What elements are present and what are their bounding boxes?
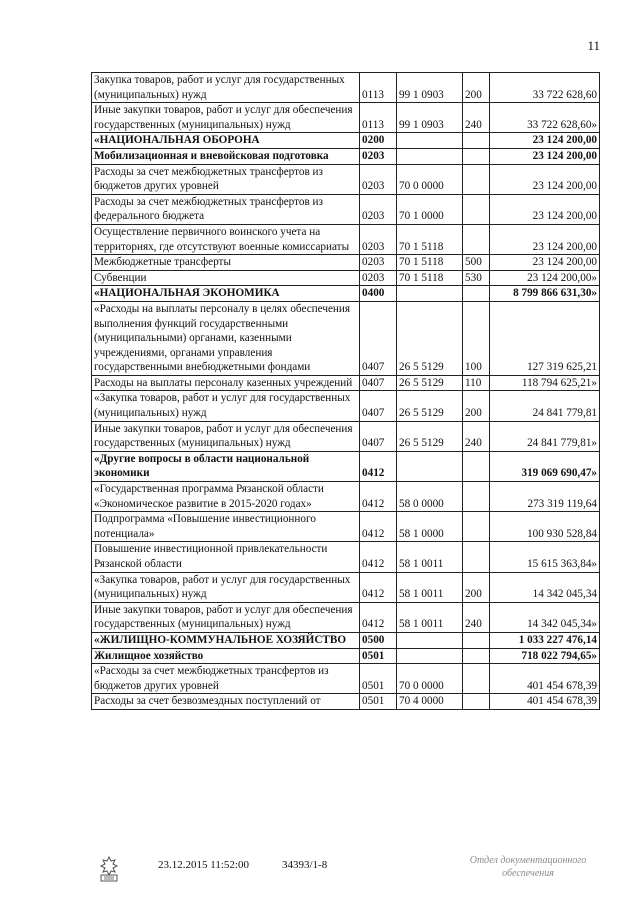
row-section-code-cell: 0412 — [360, 451, 397, 481]
row-expense-type-cell: 100 — [463, 301, 490, 375]
row-expense-type-cell — [463, 164, 490, 194]
row-name-cell: Межбюджетные трансферты — [92, 255, 360, 271]
row-name-cell: Расходы на выплаты персоналу казенных учреждений — [92, 375, 360, 391]
row-amount-cell: 33 722 628,60 — [490, 73, 600, 103]
table-row — [92, 270, 600, 286]
row-expense-type-cell: 240 — [463, 421, 490, 451]
row-name-cell: «Государственная программа Рязанской области «Экономическое развитие в 2015-2020 годах» — [92, 482, 360, 512]
row-expense-type-cell: 240 — [463, 103, 490, 133]
table-row — [92, 133, 600, 149]
row-target-article-cell — [397, 648, 463, 664]
row-name-cell: Расходы за счет межбюджетных трансфертов из федерального бюджета — [92, 194, 360, 224]
row-name-cell: Подпрограмма «Повышение инвестиционного потенциала» — [92, 512, 360, 542]
table-row — [92, 421, 600, 451]
row-name-cell: «Закупка товаров, работ и услуг для государственных (муниципальных) нужд — [92, 391, 360, 421]
row-section-code-cell: 0113 — [360, 73, 397, 103]
footer-doc-number: 34393/1-8 — [282, 859, 328, 871]
row-expense-type-cell — [463, 694, 490, 710]
row-expense-type-cell — [463, 286, 490, 302]
table-row — [92, 103, 600, 133]
row-expense-type-cell: 200 — [463, 572, 490, 602]
table-row — [92, 694, 600, 710]
row-name-cell: Осуществление первичного воинского учета на территориях, где отсутствуют военные комиссариаты — [92, 224, 360, 254]
row-target-article-cell: 26 5 5129 — [397, 375, 463, 391]
row-amount-cell: 23 124 200,00 — [490, 164, 600, 194]
row-section-code-cell: 0501 — [360, 694, 397, 710]
row-target-article-cell — [397, 632, 463, 648]
row-section-code-cell: 0412 — [360, 542, 397, 572]
row-section-code-cell: 0203 — [360, 164, 397, 194]
page-number: 11 — [587, 38, 600, 53]
row-target-article-cell — [397, 451, 463, 481]
table-row — [92, 391, 600, 421]
row-target-article-cell: 70 1 5118 — [397, 270, 463, 286]
row-section-code-cell: 0501 — [360, 648, 397, 664]
row-name-cell: «Закупка товаров, работ и услуг для государственных (муниципальных) нужд — [92, 572, 360, 602]
row-amount-cell: 100 930 528,84 — [490, 512, 600, 542]
row-amount-cell: 401 454 678,39 — [490, 694, 600, 710]
row-section-code-cell: 0407 — [360, 421, 397, 451]
row-amount-cell: 118 794 625,21» — [490, 375, 600, 391]
row-name-cell: «Расходы за счет межбюджетных трансфертов из бюджетов других уровней — [92, 664, 360, 694]
row-name-cell: Повышение инвестиционной привлекательности Рязанской области — [92, 542, 360, 572]
row-expense-type-cell — [463, 224, 490, 254]
row-section-code-cell: 0407 — [360, 301, 397, 375]
row-section-code-cell: 0412 — [360, 512, 397, 542]
row-amount-cell: 8 799 866 631,30» — [490, 286, 600, 302]
row-amount-cell: 127 319 625,21 — [490, 301, 600, 375]
table-row — [92, 148, 600, 164]
table-row — [92, 164, 600, 194]
row-expense-type-cell — [463, 148, 490, 164]
table-row — [92, 451, 600, 481]
row-amount-cell: 23 124 200,00 — [490, 255, 600, 271]
row-name-cell: Иные закупки товаров, работ и услуг для обеспечения государственных (муниципальных) нужд — [92, 602, 360, 632]
row-amount-cell: 718 022 794,65» — [490, 648, 600, 664]
table-row — [92, 542, 600, 572]
row-name-cell: «Расходы на выплаты персоналу в целях обеспечения выполнения функций государственными (муниципальными) органами, казенными учреждениями, органами управления государственными внебюджетными фондами — [92, 301, 360, 375]
table-row — [92, 664, 600, 694]
row-section-code-cell: 0501 — [360, 664, 397, 694]
row-section-code-cell: 0203 — [360, 194, 397, 224]
row-section-code-cell: 0407 — [360, 391, 397, 421]
row-expense-type-cell: 200 — [463, 391, 490, 421]
row-section-code-cell: 0400 — [360, 286, 397, 302]
row-target-article-cell: 58 1 0011 — [397, 542, 463, 572]
table-row — [92, 632, 600, 648]
row-section-code-cell: 0203 — [360, 148, 397, 164]
row-name-cell: «НАЦИОНАЛЬНАЯ ОБОРОНА — [92, 133, 360, 149]
row-expense-type-cell — [463, 194, 490, 224]
row-expense-type-cell — [463, 542, 490, 572]
row-expense-type-cell — [463, 664, 490, 694]
row-amount-cell: 23 124 200,00 — [490, 194, 600, 224]
row-name-cell: «НАЦИОНАЛЬНАЯ ЭКОНОМИКА — [92, 286, 360, 302]
row-expense-type-cell — [463, 451, 490, 481]
row-amount-cell: 1 033 227 476,14 — [490, 632, 600, 648]
row-expense-type-cell: 530 — [463, 270, 490, 286]
page-footer — [0, 852, 640, 892]
budget-table — [91, 72, 600, 710]
row-section-code-cell: 0407 — [360, 375, 397, 391]
row-amount-cell: 24 841 779,81» — [490, 421, 600, 451]
row-amount-cell: 319 069 690,47» — [490, 451, 600, 481]
table-row — [92, 255, 600, 271]
row-expense-type-cell — [463, 133, 490, 149]
coat-of-arms-icon — [96, 855, 122, 883]
table-row — [92, 602, 600, 632]
row-target-article-cell: 58 0 0000 — [397, 482, 463, 512]
row-amount-cell: 33 722 628,60» — [490, 103, 600, 133]
row-name-cell: Расходы за счет межбюджетных трансфертов из бюджетов других уровней — [92, 164, 360, 194]
row-amount-cell: 401 454 678,39 — [490, 664, 600, 694]
row-section-code-cell: 0412 — [360, 572, 397, 602]
row-name-cell: «Другие вопросы в области национальной экономики — [92, 451, 360, 481]
row-expense-type-cell — [463, 512, 490, 542]
row-target-article-cell: 58 1 0011 — [397, 572, 463, 602]
row-target-article-cell: 70 1 0000 — [397, 194, 463, 224]
row-target-article-cell: 26 5 5129 — [397, 421, 463, 451]
row-name-cell: Закупка товаров, работ и услуг для государственных (муниципальных) нужд — [92, 73, 360, 103]
row-section-code-cell: 0203 — [360, 270, 397, 286]
row-section-code-cell: 0203 — [360, 224, 397, 254]
row-section-code-cell: 0113 — [360, 103, 397, 133]
row-section-code-cell: 0200 — [360, 133, 397, 149]
row-name-cell: Расходы за счет безвозмездных поступлений от — [92, 694, 360, 710]
row-section-code-cell: 0500 — [360, 632, 397, 648]
row-target-article-cell — [397, 133, 463, 149]
row-amount-cell: 23 124 200,00 — [490, 133, 600, 149]
row-section-code-cell: 0203 — [360, 255, 397, 271]
row-section-code-cell: 0412 — [360, 482, 397, 512]
table-row — [92, 286, 600, 302]
row-amount-cell: 24 841 779,81 — [490, 391, 600, 421]
budget-table-body — [92, 73, 600, 710]
row-name-cell: Иные закупки товаров, работ и услуг для обеспечения государственных (муниципальных) нужд — [92, 421, 360, 451]
row-amount-cell: 273 319 119,64 — [490, 482, 600, 512]
table-row — [92, 482, 600, 512]
row-target-article-cell: 26 5 5129 — [397, 301, 463, 375]
footer-department-stamp: Отдел документационного обеспечения — [469, 855, 587, 879]
table-row — [92, 572, 600, 602]
row-amount-cell: 23 124 200,00 — [490, 224, 600, 254]
row-target-article-cell: 70 0 0000 — [397, 164, 463, 194]
row-name-cell: Мобилизационная и вневойсковая подготовка — [92, 148, 360, 164]
row-expense-type-cell — [463, 482, 490, 512]
row-name-cell: Иные закупки товаров, работ и услуг для обеспечения государственных (муниципальных) нужд — [92, 103, 360, 133]
row-target-article-cell: 26 5 5129 — [397, 391, 463, 421]
table-row — [92, 512, 600, 542]
table-row — [92, 73, 600, 103]
row-amount-cell: 14 342 045,34» — [490, 602, 600, 632]
table-row — [92, 224, 600, 254]
table-row — [92, 194, 600, 224]
row-target-article-cell: 99 1 0903 — [397, 73, 463, 103]
row-name-cell: Субвенции — [92, 270, 360, 286]
row-target-article-cell — [397, 286, 463, 302]
table-row — [92, 375, 600, 391]
row-expense-type-cell: 200 — [463, 73, 490, 103]
row-target-article-cell: 58 1 0011 — [397, 602, 463, 632]
row-target-article-cell — [397, 148, 463, 164]
row-target-article-cell: 70 1 5118 — [397, 224, 463, 254]
row-name-cell: Жилищное хозяйство — [92, 648, 360, 664]
table-row — [92, 648, 600, 664]
row-amount-cell: 14 342 045,34 — [490, 572, 600, 602]
row-amount-cell: 23 124 200,00 — [490, 148, 600, 164]
row-target-article-cell: 70 0 0000 — [397, 664, 463, 694]
row-amount-cell: 23 124 200,00» — [490, 270, 600, 286]
row-expense-type-cell: 500 — [463, 255, 490, 271]
row-target-article-cell: 99 1 0903 — [397, 103, 463, 133]
row-expense-type-cell — [463, 632, 490, 648]
table-row — [92, 301, 600, 375]
row-amount-cell: 15 615 363,84» — [490, 542, 600, 572]
row-expense-type-cell: 110 — [463, 375, 490, 391]
row-name-cell: «ЖИЛИЩНО-КОММУНАЛЬНОЕ ХОЗЯЙСТВО — [92, 632, 360, 648]
row-target-article-cell: 70 4 0000 — [397, 694, 463, 710]
row-target-article-cell: 58 1 0000 — [397, 512, 463, 542]
footer-date: 23.12.2015 11:52:00 — [158, 859, 249, 871]
row-expense-type-cell — [463, 648, 490, 664]
row-section-code-cell: 0412 — [360, 602, 397, 632]
row-target-article-cell: 70 1 5118 — [397, 255, 463, 271]
row-expense-type-cell: 240 — [463, 602, 490, 632]
